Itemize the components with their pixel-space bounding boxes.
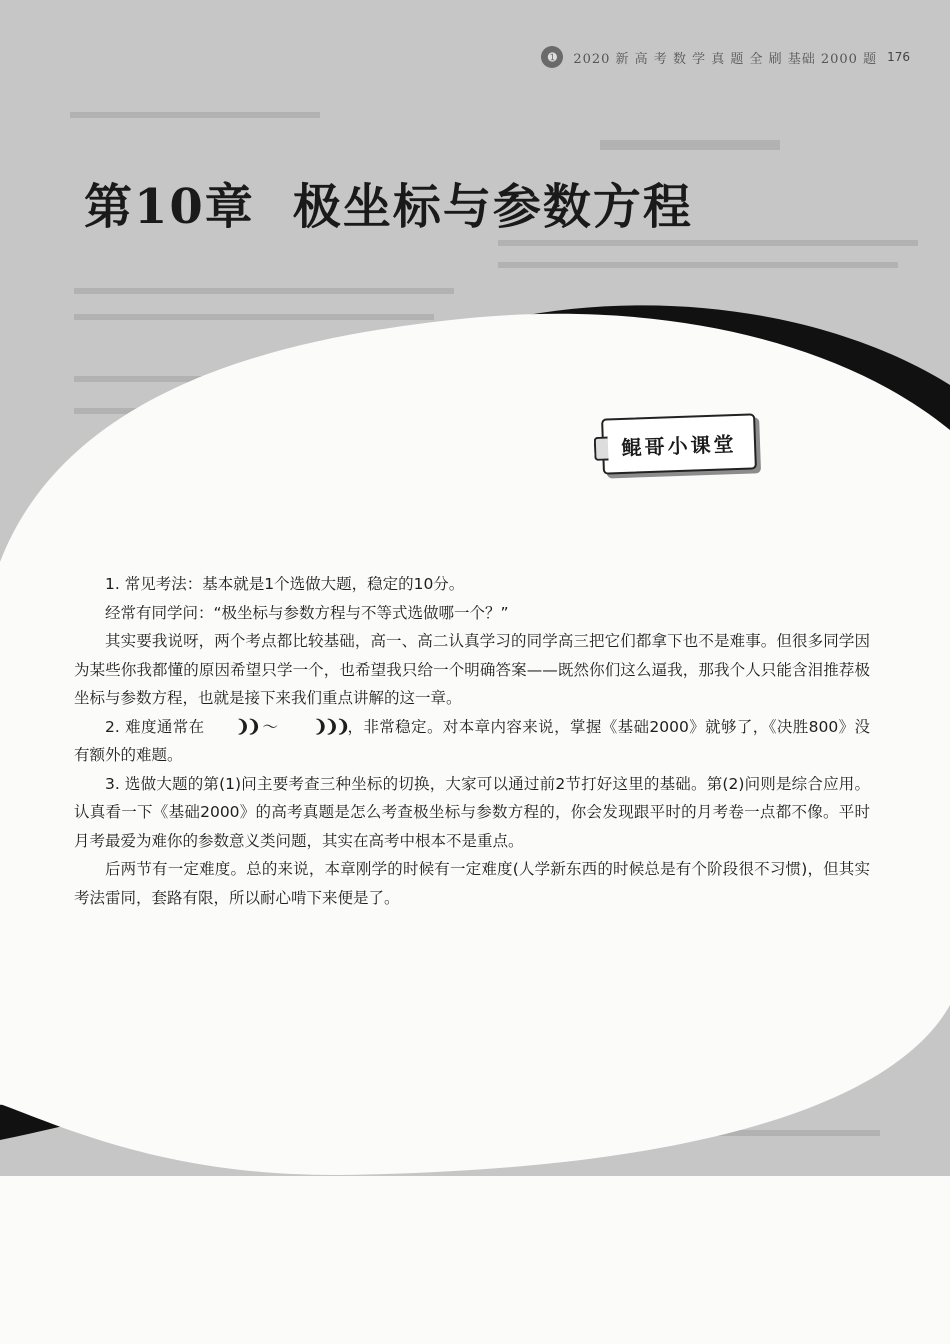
chili-icon: ❩❩ — [235, 716, 259, 737]
tilde-separator: ～ — [262, 717, 279, 736]
intro-text — [74, 570, 870, 912]
chapter-name: 极坐标与参数方程 — [292, 179, 693, 235]
paragraph-difficulty — [74, 713, 870, 770]
book-series-logo-icon: ➊ — [541, 46, 563, 68]
paragraph-exam-format: 1. 常见考法：基本就是1个选做大题，稳定的10分。 — [105, 575, 465, 593]
paragraph-problem-structure: 3. 选做大题的第(1)问主要考查三种坐标的切换，大家可以通过前2节打好这里的基础。第(2)问则是综合应用。认真看一下《基础2000》的高考真题是怎么考查极坐标与参数方程的，你会发现跟平时的月考卷一点都不像。平时月考最爱为难你的参数意义类问题，其实在高考中根本不是重点。 — [74, 774, 870, 850]
tutorial-tag-label: 鲲哥小课堂 — [621, 431, 737, 460]
tutorial-tag — [601, 413, 757, 474]
difficulty-text-after: ，非常稳定。对本章内容来说，掌握《基础2000》就够了，《决胜800》没有额外的难题。 — [74, 717, 870, 764]
paragraph-question: 经常有同学问：“极坐标与参数方程与不等式选做哪一个？” — [105, 603, 509, 622]
difficulty-text-before: 2. 难度通常在 — [105, 717, 205, 736]
page-number: 176 — [887, 50, 910, 64]
chili-icon: ❩❩❩ — [313, 716, 348, 737]
running-header — [541, 46, 910, 68]
chapter-number: 第10章 — [84, 179, 255, 235]
series-name: 2020 新 高 考 数 学 真 题 全 刷 基础 2000 题 — [573, 51, 878, 67]
chapter-title — [84, 168, 693, 237]
paragraph-recommendation: 其实要我说呀，两个考点都比较基础，高一、高二认真学习的同学高三把它们都拿下也不是难事。但很多同学因为某些你我都懂的原因希望只学一个，也希望我只给一个明确答案——既然你们这么逼我，那我个人只能含泪推荐极坐标与参数方程，也就是接下来我们重点讲解的这一章。 — [74, 632, 870, 707]
paragraph-summary: 后两节有一定难度。总的来说，本章刚学的时候有一定难度(人学新东西的时候总是有个阶段很不习惯)，但其实考法雷同，套路有限，所以耐心啃下来便是了。 — [74, 860, 870, 907]
